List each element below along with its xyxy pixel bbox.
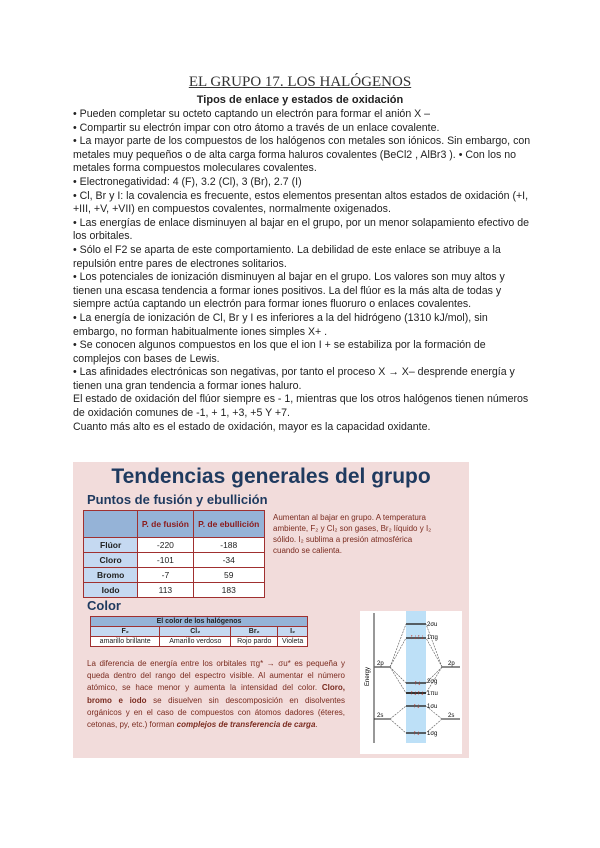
cell: Rojo pardo bbox=[231, 637, 278, 647]
cell: Cloro bbox=[84, 553, 138, 568]
paragraph: • Pueden completar su octeto captando un electrón para formar el anión X – bbox=[73, 108, 431, 120]
cell: 183 bbox=[193, 583, 265, 598]
paragraph: • Las afinidades electrónicas son negativas, por tanto el proceso X → X– desprende energía y tienen una gran tendencia a formar iones haluro. bbox=[73, 366, 515, 392]
cell: Iodo bbox=[84, 583, 138, 598]
halogen-color-table bbox=[90, 616, 308, 647]
header-cell: I₂ bbox=[278, 627, 308, 637]
text-bold: Cloro, bromo e iodo bbox=[87, 683, 345, 705]
level-label: 1σg bbox=[427, 731, 438, 737]
paragraph: • Compartir su electrón impar con otro átomo a través de un enlace covalente. bbox=[73, 121, 440, 134]
cell: Violeta bbox=[278, 637, 308, 647]
cell: -34 bbox=[193, 553, 265, 568]
embedded-slide-image bbox=[73, 462, 469, 758]
label-2p-left: 2p bbox=[377, 661, 384, 667]
paragraph: Cuanto más alto es el estado de oxidación, mayor es la capacidad oxidante. bbox=[73, 420, 431, 433]
table-row bbox=[84, 538, 265, 553]
level-label: 2σu bbox=[427, 622, 438, 628]
paragraph: • Cl, Br y I: la covalencia es frecuente, estos elementos presentan altos estados de oxidación (+I, +III, +V, +VII) en compuestos covalentes, normalmente oxigenados. bbox=[73, 189, 529, 216]
table-row bbox=[84, 583, 265, 598]
paragraph: El estado de oxidación del flúor siempre es - 1, mientras que los otros halógenos tienen números de oxidación comunes de -1, + 1, +3, +5 Y +7. bbox=[73, 393, 529, 420]
section-heading-color: Color bbox=[87, 598, 121, 613]
page-title: EL GRUPO 17. LOS HALÓGENOS bbox=[188, 74, 412, 90]
melting-boiling-table bbox=[83, 510, 265, 598]
cell: -101 bbox=[138, 553, 193, 568]
text: . bbox=[315, 720, 318, 730]
label-2s-left: 2s bbox=[377, 713, 384, 719]
svg-text:↑↓: ↑↓ bbox=[414, 680, 421, 687]
body-text bbox=[73, 108, 533, 434]
svg-text:↑↓↑↓: ↑↓↑↓ bbox=[410, 690, 424, 697]
section-heading-melting: Puntos de fusión y ebullición bbox=[87, 492, 268, 507]
svg-text:↑↓: ↑↓ bbox=[413, 703, 420, 710]
cell: amarillo brillante bbox=[91, 637, 160, 647]
header-cell: F₂ bbox=[91, 627, 160, 637]
svg-text:↑↓: ↑↓ bbox=[413, 730, 420, 737]
paragraph: • Sólo el F2 se aparta de este comportamiento. La debilidad de este enlace se atribuye a la repulsión entre pares de electrones solitarios. bbox=[73, 243, 501, 270]
cell: 113 bbox=[138, 583, 193, 598]
slide-title: Tendencias generales del grupo bbox=[111, 465, 431, 488]
color-explanation bbox=[87, 658, 345, 731]
text: La diferencia de energía entre los orbitales πg* → σu* es pequeña y queda dentro del rango del espectro visible. Al aumentar el número atómico, se hace menor y aumenta la intensidad del color. bbox=[87, 659, 345, 693]
header-cell: Br₂ bbox=[231, 627, 278, 637]
table-row bbox=[84, 568, 265, 583]
energy-axis-label: Energy bbox=[365, 666, 371, 686]
level-label: 1σu bbox=[427, 704, 438, 710]
header-cell bbox=[84, 511, 138, 538]
cell: Flúor bbox=[84, 538, 138, 553]
label-2s-right: 2s bbox=[448, 713, 455, 719]
header-cell: P. de fusión bbox=[138, 511, 193, 538]
trend-note: Aumentan al bajar en grupo. A temperatura ambiente, F₂ y Cl₂ son gases, Br₂ líquido y I₂ sólido. I₂ sublima a presión atmosférica cuando se calienta. bbox=[273, 513, 432, 555]
paragraph: • Las energías de enlace disminuyen al bajar en el grupo, por un menor solapamiento efectivo de los orbitales. bbox=[73, 216, 529, 243]
label-2p-right: 2p bbox=[448, 661, 455, 667]
text: se disuelven sin descomposición en disolventes orgánicos y en el caso de compuestos con átomos dadores (éteres, cetonas, py, etc.) forman bbox=[87, 695, 345, 730]
level-label: 2σg bbox=[427, 679, 438, 685]
level-label: 1πu bbox=[427, 691, 438, 697]
cell: Amarillo verdoso bbox=[160, 637, 231, 647]
paragraph: • Se conocen algunos compuestos en los que el ion I + se estabiliza por la formación de complejos con bases de Lewis. bbox=[73, 339, 486, 365]
header-cell: Cl₂ bbox=[160, 627, 231, 637]
table-title: El color de los halógenos bbox=[91, 617, 308, 627]
svg-text:↑↓↑↓: ↑↓↑↓ bbox=[410, 634, 424, 641]
paragraph: • La energía de ionización de Cl, Br y I es inferiores a la del hidrógeno (1310 kJ/mol), sin embargo, no forman habitualmente iones simples X+ . bbox=[73, 311, 488, 338]
cell: -7 bbox=[138, 568, 193, 583]
mo-energy-diagram bbox=[360, 611, 462, 754]
paragraph: • La mayor parte de los compuestos de los halógenos con metales son iónicos. Sin embargo, con metales muy pequeños o de alta carga forma haluros covalentes (BeCl2 , AlBr3 ). • Con los no metales forma compuestos moleculares covalentes. bbox=[73, 135, 531, 175]
section-subtitle: Tipos de enlace y estados de oxidación bbox=[196, 94, 404, 106]
paragraph: • Los potenciales de ionización disminuyen al bajar en el grupo. Los valores son muy altos y tienen una escasa tendencia a formar iones positivos. La del flúor es la más alta de todas y siempre actúa captando un electrón para formar iones fluoruro o enlaces covalentes. bbox=[73, 271, 505, 311]
header-cell: P. de ebullición bbox=[193, 511, 265, 538]
cell: 59 bbox=[193, 568, 265, 583]
paragraph: • Electronegatividad: 4 (F), 3.2 (Cl), 3 (Br), 2.7 (I) bbox=[73, 175, 302, 188]
cell: -220 bbox=[138, 538, 193, 553]
cell: -188 bbox=[193, 538, 265, 553]
table-row bbox=[84, 553, 265, 568]
text-emphasis: complejos de transferencia de carga bbox=[176, 720, 316, 730]
cell: Bromo bbox=[84, 568, 138, 583]
level-label: 1πg bbox=[427, 635, 438, 641]
